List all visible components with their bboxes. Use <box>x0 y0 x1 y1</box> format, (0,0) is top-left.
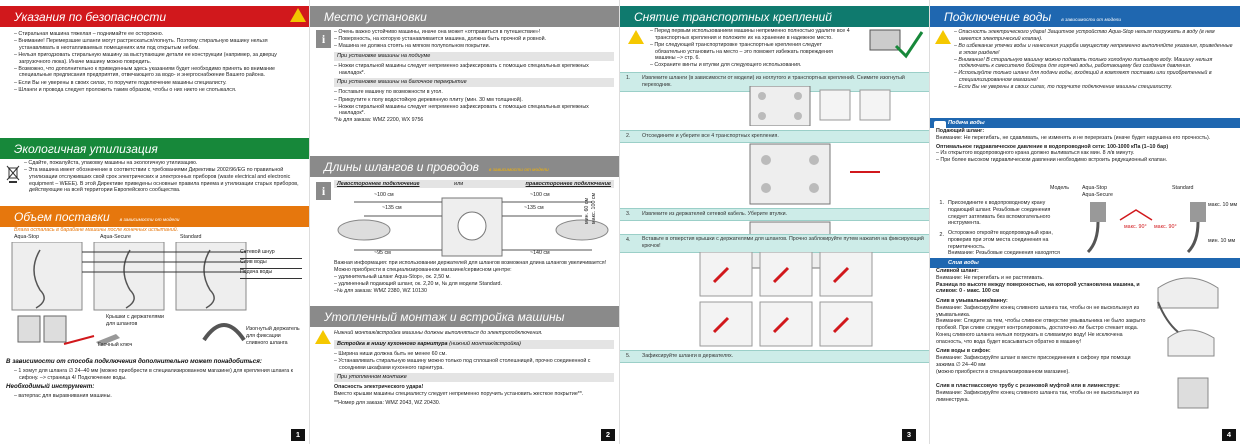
model-label-aquastop: Aqua-Stop <box>14 234 40 240</box>
dim-4: ~100 см <box>530 192 550 198</box>
tool-title: Необходимый инструмент: <box>6 383 95 391</box>
sink-header: Слив в умывальник/ванну: <box>936 298 1008 305</box>
ext-item-2: – удлиненный подающий шланг, ок. 2,20 м, № для модели Standard. <box>334 281 614 288</box>
scope-title: Объем поставки <box>14 210 110 224</box>
safety-item-1: – Стиральная машина тяжелая – поднимайте ее осторожно. <box>14 31 304 38</box>
water-warnings <box>954 29 1236 117</box>
pipe-text: Внимание: Зафиксируйте конец сливного шланга так, чтобы он не выскользнул из лимнеструка. <box>936 390 1140 404</box>
page-3 <box>620 0 930 444</box>
safety-item-6: – Шланги и провода следует проложить таким образом, чтобы о них никто не спотыкался. <box>14 87 304 94</box>
safety-title: Указания по безопасности <box>14 10 166 24</box>
hoses-figure <box>334 180 614 258</box>
dim-5: ~95 см <box>374 250 391 256</box>
transport-warning-1: – Перед первым использованием машины непременно полностью удалите все 4 транспортных крепления и положите их на хранение в надежное место. <box>650 28 850 42</box>
fig-label-max90-a: макс. 90° <box>1124 224 1147 230</box>
supply-step-2: Осторожно откройте водопроводный кран, проверив при этом места соединения на герметичность. <box>948 230 1053 250</box>
pressure-item-1: – Из открытого водопроводного крана должно выливаться как мин. 8 л/в минуту. <box>936 150 1236 157</box>
supply-block <box>936 128 1236 180</box>
drain-figure <box>1148 268 1238 418</box>
warning-icon-4 <box>935 30 951 44</box>
water-subtitle: в зависимости от модели <box>1061 18 1121 23</box>
hoses-illustration <box>334 190 614 258</box>
place-item-2: – Поверхность, на которую устанавливается машина, должна быть прочной и ровной. <box>334 36 614 43</box>
eco-block <box>24 160 304 200</box>
beam-item-3: – Ножки стиральной машины следует непременно зафиксировать с помощью специальных крепежных накладок*. <box>334 104 614 118</box>
part-covers: Крышки с держателями для шлангов <box>106 314 165 327</box>
safety-header <box>0 6 310 27</box>
info-icon: i <box>316 30 331 48</box>
extra-item: – 1 хомут для шланга ∅ 24–40 мм (можно приобрести в специализированном магазине) для крепления шланга к сифону. –> страница 4/ Подключение воды. <box>14 368 304 382</box>
page-number: 1 <box>291 429 305 441</box>
drain-block <box>936 268 1146 440</box>
safety-list <box>14 31 304 93</box>
supply-figure <box>1080 200 1240 256</box>
pressure-header: Оптимальное гидравлическое давление в водопроводной сети: 100-1000 кПа (1–10 бар) <box>936 143 1169 150</box>
water-header <box>930 6 1240 27</box>
supply-bar-title: Подача воды <box>948 119 985 126</box>
drain-header: Сливной шланг: <box>936 268 979 274</box>
left-conn-label: Левостороннее подключение <box>337 181 420 187</box>
page-number: 2 <box>601 429 615 441</box>
machines-figure <box>10 234 250 312</box>
drain-bar <box>930 258 1240 268</box>
legend-drain: Слив воды <box>240 259 302 269</box>
supply-step-1: Присоедините к водопроводному крану подающий шланг. Резьбовые соединения следует затягивать без вспомогательного инструмента. <box>948 200 1051 227</box>
dim-3: ~135 см <box>524 205 544 211</box>
tool-item: – ватерпас для выравнивания машины. <box>14 393 304 400</box>
fig-label-max90-b: макс. 90° <box>1154 224 1177 230</box>
place-block <box>334 29 614 149</box>
water-warning-2: – Во избежание утечки воды и нанесения ущерба имуществу непременно выполняйте указания, приведенные в этом разделе! <box>954 43 1236 57</box>
supply-step-2-attention: Внимание: Резьбовые соединения находятся <box>948 250 1060 256</box>
podium-text: – Ножки стиральной машины следует непременно зафиксировать с помощью специальных крепежных накладок*. <box>334 63 614 77</box>
place-list <box>334 29 614 50</box>
model-label-aquasecure: Aqua-Secure <box>100 234 131 240</box>
page-2 <box>310 0 620 444</box>
podium-bar: При установке машины на подиуме <box>334 52 614 61</box>
under-bar: При утопленном монтаже <box>334 373 614 382</box>
kitchen-bar-title: Встройка в нишу кухонного гарнитура <box>337 340 448 347</box>
step-2-illustration <box>680 142 910 206</box>
step-4-illustration <box>680 252 920 348</box>
kitchen-bar-sub: (нижний монтаж/встройка) <box>449 340 521 347</box>
page-number: 4 <box>1222 429 1236 441</box>
siphon-header: Слив воды в сифон: <box>936 348 991 355</box>
machines-illustration <box>10 242 250 312</box>
kitchen-list <box>334 351 614 372</box>
beam-note: *№ для заказа: WMZ 2200, WX 9756 <box>334 117 424 124</box>
step-5-text: Зафиксируйте шланги в держателях. <box>642 353 734 359</box>
scope-subtitle: в зависимости от модели <box>119 218 180 223</box>
drain-attention: Внимание: Не перегибать и не растягивать. <box>936 274 1044 281</box>
safety-item-3: – Нельзя пригодзовать стиральную машину за выступающие детали ее конструкции (например, за дверцу загрузочного люка). Иначе машину можно повредить. <box>14 52 304 66</box>
step-2-text: Отсоедините и уберите все 4 транспортных крепления. <box>642 133 779 139</box>
siphon-text: Внимание: Зафиксируйте шланг в месте присоединения к сифону при помощи зажима ∅ 24–40 мм <box>936 355 1131 368</box>
built-title: Утопленный монтаж и встройка машины <box>324 310 565 324</box>
supply-header: Подающий шланг: <box>936 128 985 134</box>
model-row <box>1050 185 1240 201</box>
step-4-figure <box>680 252 920 348</box>
part-bend-holder: Изогнутый держатель для фиксации сливного шланга <box>246 326 300 346</box>
step-4: 4. Вставьте в отверстия крышки с держателями для шлангов. Прочно заблокируйте путем нажатия на фиксирующий крючок! <box>620 234 930 253</box>
legend-power-cord: Сетевой шнур <box>240 249 302 259</box>
eco-item-1: – Сдайте, пожалуйста, упаковку машины на экологичную утилизацию. <box>24 160 304 167</box>
transport-warning-2: – При следующей транспортировке транспортные крепления следует обязательно установить на место – это поможет избежать повреждения машины –> стр. 6. <box>650 42 850 62</box>
pressure-item-2: – При более высоком гидравлическом давлении необходимо встроить редукционный клапан. <box>936 157 1236 164</box>
safety-item-5: – Если Вы не уверены в своих силах, то поручите подключение машины специалисту. <box>14 80 304 87</box>
eco-header <box>0 138 310 159</box>
step-1-figure <box>650 86 920 126</box>
place-item-3: – Машина не должна стоять на мягком полупольном покрытии. <box>334 43 614 50</box>
legend-supply: Подача воды <box>240 269 302 279</box>
bolt-figure <box>860 22 926 66</box>
built-note: Нижний монтаж/встройка машины должны выполняться до электроподключения. <box>334 330 543 336</box>
model-standard: Standard <box>1172 185 1194 191</box>
danger-title: Опасность электрического удара! <box>334 384 424 391</box>
page-1 <box>0 0 310 444</box>
page-number: 3 <box>902 429 916 441</box>
dim-1: ~100 см <box>374 192 394 198</box>
eco-item-2: – Эта машина имеет обозначение в соответствии с требованиями Директивы 2002/96/EG по правильной утилизации отслуживших свой срок электрических и электронных приборов (waste electrical and electronic equipment – WEEE). В этой Директиве приведены основные правила приема и утилизации старых приборов, действующие на всей территории Европейского сообщества. <box>24 167 304 194</box>
built-block <box>334 330 614 430</box>
place-title: Место установки <box>324 10 427 24</box>
eco-list <box>24 160 304 194</box>
eco-title: Экологичная утилизация <box>14 142 158 156</box>
step-3-text: Извлеките из держателей сетевой кабель. Уберите втулки. <box>642 211 788 217</box>
kitchen-item-1: – Ширина ниши должна быть не менее 60 см. <box>334 351 614 358</box>
drain-illustration <box>1148 268 1238 418</box>
page-4 <box>930 0 1240 444</box>
kitchen-item-2: – Устанавливать стиральную машину можно только под сплошной столешницей, прочно соединенной с соседними шкафами кухонного гарнитура. <box>334 358 614 372</box>
step-1-illustration <box>650 86 920 126</box>
drain-diff: Разница по высоте между поверхностью, на которой установлена машина, и сливом: 0 - макс. 100 см <box>936 281 1140 295</box>
water-title: Подключение воды <box>944 10 1052 24</box>
weee-bin-icon <box>6 164 20 184</box>
model-label-standard: Standard <box>180 234 202 240</box>
pipe-header: Слив в пластмассовую трубу с резиновой муфтой или в лимнеструк: <box>936 383 1120 390</box>
model-aquastop: Aqua-Stop Aqua-Secure <box>1082 185 1113 198</box>
drain-bar-title: Слив воды <box>948 259 979 266</box>
step-1: 1. Извлеките шланги (в зависимости от модели) из ноглутого и транспортных креплений. Снимите изогнутый переходник. <box>620 72 930 92</box>
hoses-title: Длины шлангов и проводов <box>324 160 479 174</box>
hoses-info <box>334 260 614 304</box>
or-label: или <box>454 181 464 187</box>
right-conn-label: правостороннее подключение <box>525 181 611 187</box>
important-text: Важная информация: при использовании держателей для шлангов возможная длина шлангов увеличивается! <box>334 260 607 266</box>
water-warning-1: – Опасность электрического удара! Защитное устройство Aqua-Stop нельзя погружать в воду (в нем имеется электрический клапан). <box>954 29 1236 43</box>
hoses-header <box>310 156 620 177</box>
extra-title: В зависимости от способа подключения дополнительно может понадобиться: <box>6 358 262 365</box>
buy-text: Можно приобрести в специализированном магазине/сервисном центре: <box>334 266 512 273</box>
siphon-note: (можно приобрести в специализированном магазине). <box>936 368 1070 375</box>
step-4-text: Вставьте в отверстия крышки с держателями для шлангов. Прочно заблокируйте путем нажатия на фиксирующий крючок! <box>642 236 924 249</box>
transport-warning-list <box>650 28 850 68</box>
pressure-list <box>936 150 1236 164</box>
supply-steps: 1. Присоедините к водопроводному крану подающий шланг. Резьбовые соединения следует затягивать без вспомогательного инструмента. 2. Осторожно откройте водопроводный кран, проверив при этом места соединения на герметичность. Внимание: Резьбовые соединения находятся <box>930 200 1066 256</box>
water-warning-5: – Если Вы не уверены в своих силах, то поручите подключение машины специалисту. <box>954 84 1236 91</box>
ext-note: –№ для заказа: WMZ 2380, WZ 10130 <box>334 287 427 294</box>
hoses-subtitle: в зависимости от модели <box>488 168 549 173</box>
fig-label-min10: мин. 10 мм <box>1208 238 1236 244</box>
warning-icon <box>290 8 306 22</box>
part-wrench: Гаечный ключ <box>98 342 133 348</box>
place-header <box>310 6 620 27</box>
safety-item-2: – Внимание! Перемерзшие шланги могут растрескаться/лопнуть. Поэтому стиральную машину нельзя устанавливать в неотапливаемых помещениях или под открытым небом. <box>14 38 304 52</box>
sink-text-2: Внимание: Следите за тем, чтобы сливное отверстие умывальника не было закрыто пробкой. При сливе следует контролировать, достаточно ли быстро стекает вода. Конец сливного шланга нельзя погружать в сливаемую воду! Не исключена опасность, что вода будет всасываться обратно в машину! <box>936 318 1146 345</box>
step-2: 2. Отсоедините и уберите все 4 транспортных крепления. <box>620 130 930 143</box>
water-warning-4: – Используйте только шланг для подачи воды, входящий в комплект поставки или приобретенный в специализированном магазине! <box>954 70 1236 84</box>
beam-list <box>334 89 614 117</box>
safety-item-4: – Возможно, что дополнительно к приведенным здесь указаниям будет необходимо принять во внимание специальные предписания предприятия, отвечающего за водо- и энергоснабжение Вашего района. <box>14 66 304 80</box>
scope-header <box>0 206 310 227</box>
water-warning-3: – Внимание! В стиральную машину можно подавать только холодную питьевую воду. Машину нельзя подключать к смесителю бойлера для горячей воды, работающему без создания давления. <box>954 57 1236 71</box>
kitchen-bar <box>334 340 614 349</box>
dim-6: ~140 см <box>530 250 550 256</box>
ext-list <box>334 274 614 288</box>
parts-figure <box>14 312 304 358</box>
step-1-text: Извлеките шланги (в зависимости от модели) из ноглутого и транспортных креплений. Снимите изогнутый переходник. <box>642 75 905 88</box>
water-warning-list <box>954 29 1236 91</box>
sink-text: Внимание: Зафиксируйте конец сливного шланга так, чтобы он не выскользнул из умывальника. <box>936 304 1140 318</box>
beam-item-1: – Поставьте машину по возможности в угол. <box>334 89 614 96</box>
ext-item-1: – удлинительный шланг Aqua-Stop», ок. 2,50 м. <box>334 274 614 281</box>
built-header <box>310 306 620 327</box>
step-5: 5. Зафиксируйте шланги в держателях. <box>620 350 930 363</box>
scope-legend <box>240 249 302 285</box>
warning-icon-3 <box>628 30 644 44</box>
dim-7: мин. 60 см макс. 100 см <box>584 192 597 224</box>
warning-icon-2 <box>315 330 331 344</box>
place-item-1: – Очень важно устойчиво машины, иначе она может «отправиться в путешествие»! <box>334 29 614 36</box>
dim-2: ~135 см <box>382 205 402 211</box>
step-3: 3. Извлеките из держателей сетевой кабель. Уберите втулки. <box>620 208 930 221</box>
beam-bar: При установке машины на балочное перекрытие <box>334 78 614 87</box>
transport-warning-3: – Сохраните винты и втулки для следующего использования. <box>650 62 850 68</box>
step-2-figure <box>680 142 910 206</box>
extra-block <box>6 358 304 418</box>
danger-note: **Номер для заказа: WMZ 2043, WZ 20430. <box>334 399 441 406</box>
beam-item-2: – Прикрутите к полу водостойкую деревянную плиту (мин. 30 мм толщиной). <box>334 97 614 104</box>
transport-title: Снятие транспортных креплений <box>634 10 832 24</box>
danger-text: Вместо крышки машины специалисту следует непременно поручить установить жесткое покрытие**. <box>334 391 584 398</box>
safety-block <box>14 31 304 103</box>
supply-attention: Внимание: Не перегибать, не сдавливать, не изменять и не перерезать (иначе будет нарушена его прочность). <box>936 134 1211 141</box>
fig-label-max10: макс. 10 мм <box>1208 202 1238 208</box>
scope-note: Влага осталась в барабане машины после конечных испытаний. <box>14 227 179 233</box>
supply-bar <box>930 118 1240 128</box>
bolt-illustration <box>860 22 926 66</box>
model-label: Модель <box>1050 185 1070 191</box>
transport-warnings <box>650 28 850 68</box>
info-icon-2: i <box>316 182 331 200</box>
